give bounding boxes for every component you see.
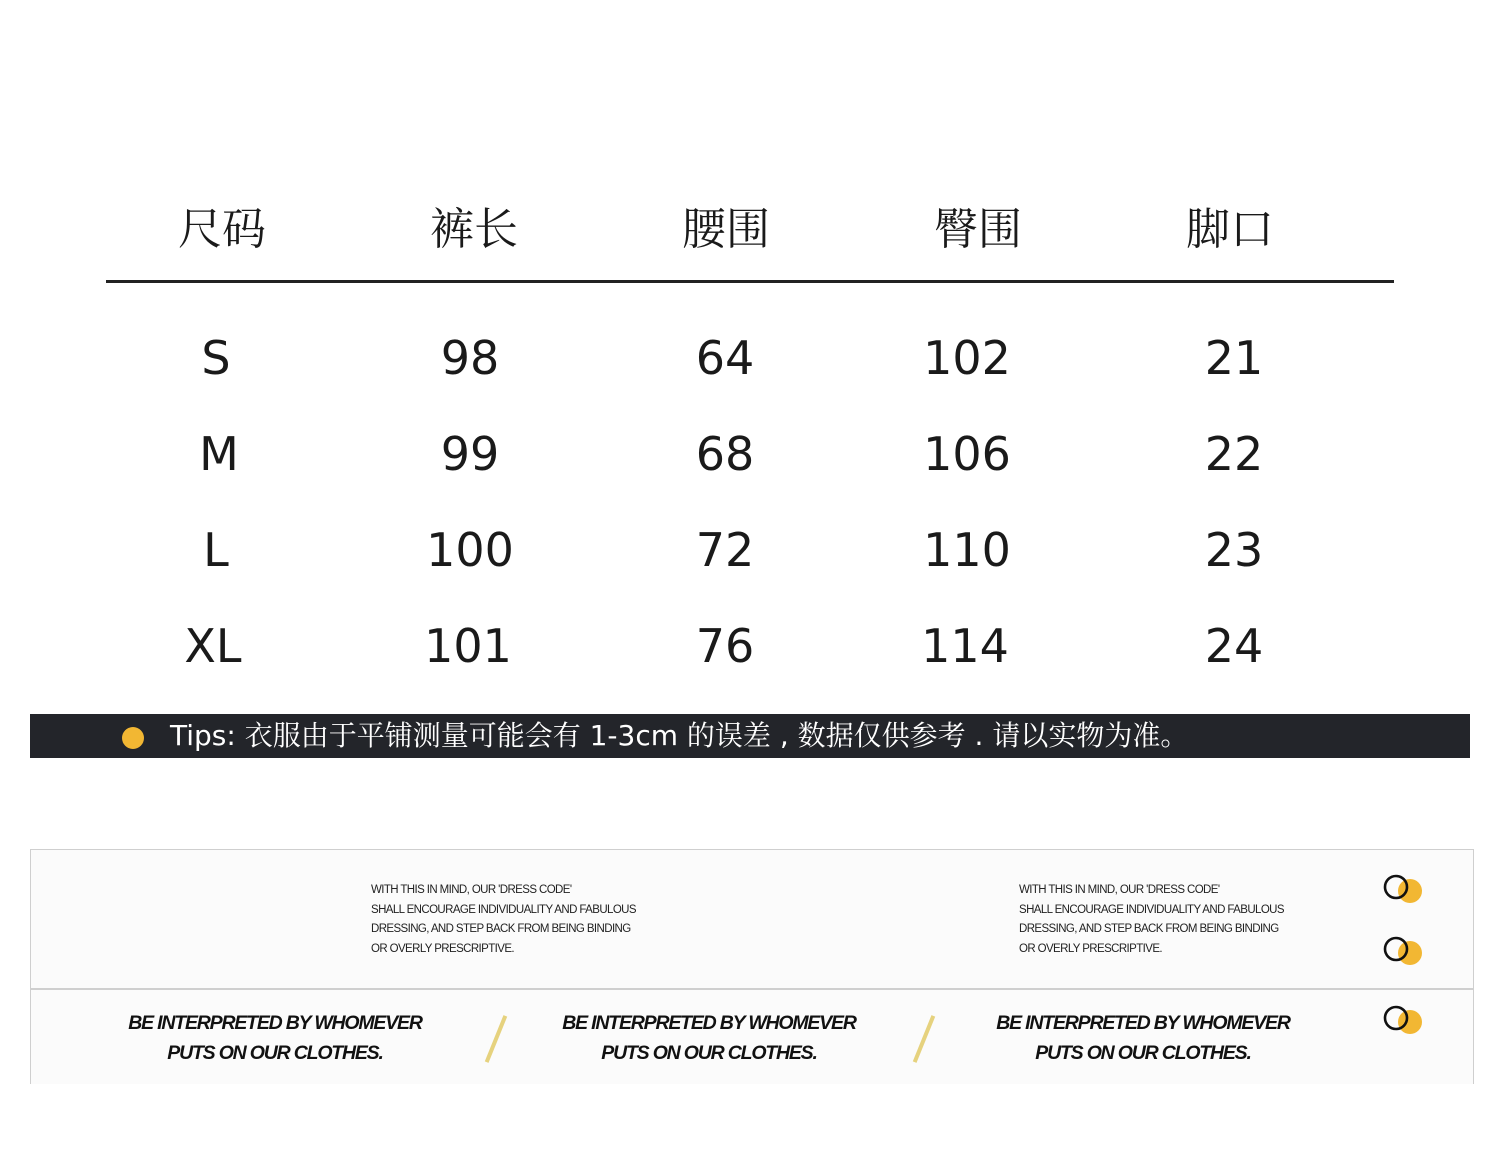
header-waist: 腰围 xyxy=(682,204,770,255)
dress-code-line: SHALL ENCOURAGE INDIVIDUALITY AND FABULOUS xyxy=(371,903,636,916)
leg-opening-cell: 21 xyxy=(1204,331,1264,385)
slogan-line: BE INTERPRETED BY WHOMEVER xyxy=(562,1012,856,1034)
header-leg-opening: 脚口 xyxy=(1186,204,1274,255)
leg-opening-cell: 22 xyxy=(1204,427,1264,481)
waist-cell: 68 xyxy=(695,427,755,481)
waist-cell: 72 xyxy=(695,523,755,577)
leg-opening-cell: 24 xyxy=(1204,619,1264,673)
pants-length-cell: 98 xyxy=(440,331,500,385)
size-cell: L xyxy=(203,523,229,577)
hip-cell: 114 xyxy=(921,619,1009,673)
size-cell: M xyxy=(199,427,239,481)
dress-code-line: WITH THIS IN MIND, OUR 'DRESS CODE' xyxy=(371,884,572,896)
header-divider xyxy=(106,280,1394,283)
hip-cell: 106 xyxy=(923,427,1011,481)
tips-bullet-icon xyxy=(122,727,144,749)
slogan-line: PUTS ON OUR CLOTHES. xyxy=(1035,1042,1251,1064)
pants-length-cell: 101 xyxy=(424,619,512,673)
banner-divider xyxy=(30,988,1474,990)
slogan-line: BE INTERPRETED BY WHOMEVER xyxy=(128,1012,422,1034)
size-cell: XL xyxy=(184,619,242,673)
dress-code-line: OR OVERLY PRESCRIPTIVE. xyxy=(371,942,514,955)
slogan-center xyxy=(539,1008,879,1068)
ring-dot-icon xyxy=(1380,1001,1430,1041)
ring-dot-icon xyxy=(1380,932,1430,972)
size-chart-body xyxy=(106,310,1394,694)
waist-cell: 64 xyxy=(695,331,755,385)
table-row xyxy=(106,502,1394,598)
dress-code-line: DRESSING, AND STEP BACK FROM BEING BINDING xyxy=(1019,923,1279,935)
slogan-line: PUTS ON OUR CLOTHES. xyxy=(167,1042,383,1064)
leg-opening-cell: 23 xyxy=(1204,523,1264,577)
ring-dot-icon xyxy=(1380,870,1430,910)
dress-code-text-left xyxy=(371,881,711,959)
waist-cell: 76 xyxy=(695,619,755,673)
header-size: 尺码 xyxy=(178,204,266,255)
dress-code-line: OR OVERLY PRESCRIPTIVE. xyxy=(1019,942,1162,955)
tips-text: Tips: 衣服由于平铺测量可能会有 1-3cm 的误差 , 数据仅供参考 . 请以实物为准。 xyxy=(170,719,1189,752)
header-hip: 臀围 xyxy=(934,204,1022,255)
table-row xyxy=(106,310,1394,406)
table-row xyxy=(106,406,1394,502)
hip-cell: 102 xyxy=(923,331,1011,385)
dress-code-text-right xyxy=(1019,881,1359,959)
dress-code-line: DRESSING, AND STEP BACK FROM BEING BINDING xyxy=(371,923,631,935)
pants-length-cell: 99 xyxy=(440,427,500,481)
hip-cell: 110 xyxy=(923,523,1011,577)
table-row xyxy=(106,598,1394,694)
slogan-left xyxy=(105,1008,445,1068)
slogan-line: PUTS ON OUR CLOTHES. xyxy=(601,1042,817,1064)
size-cell: S xyxy=(201,331,231,385)
size-chart-header-row xyxy=(106,190,1394,270)
dress-code-line: SHALL ENCOURAGE INDIVIDUALITY AND FABULOUS xyxy=(1019,903,1284,916)
slogan-line: BE INTERPRETED BY WHOMEVER xyxy=(996,1012,1290,1034)
pants-length-cell: 100 xyxy=(426,523,514,577)
header-pants-length: 裤长 xyxy=(430,204,518,255)
dress-code-line: WITH THIS IN MIND, OUR 'DRESS CODE' xyxy=(1019,884,1220,896)
slogan-right xyxy=(973,1008,1313,1068)
size-chart-table xyxy=(106,190,1394,673)
